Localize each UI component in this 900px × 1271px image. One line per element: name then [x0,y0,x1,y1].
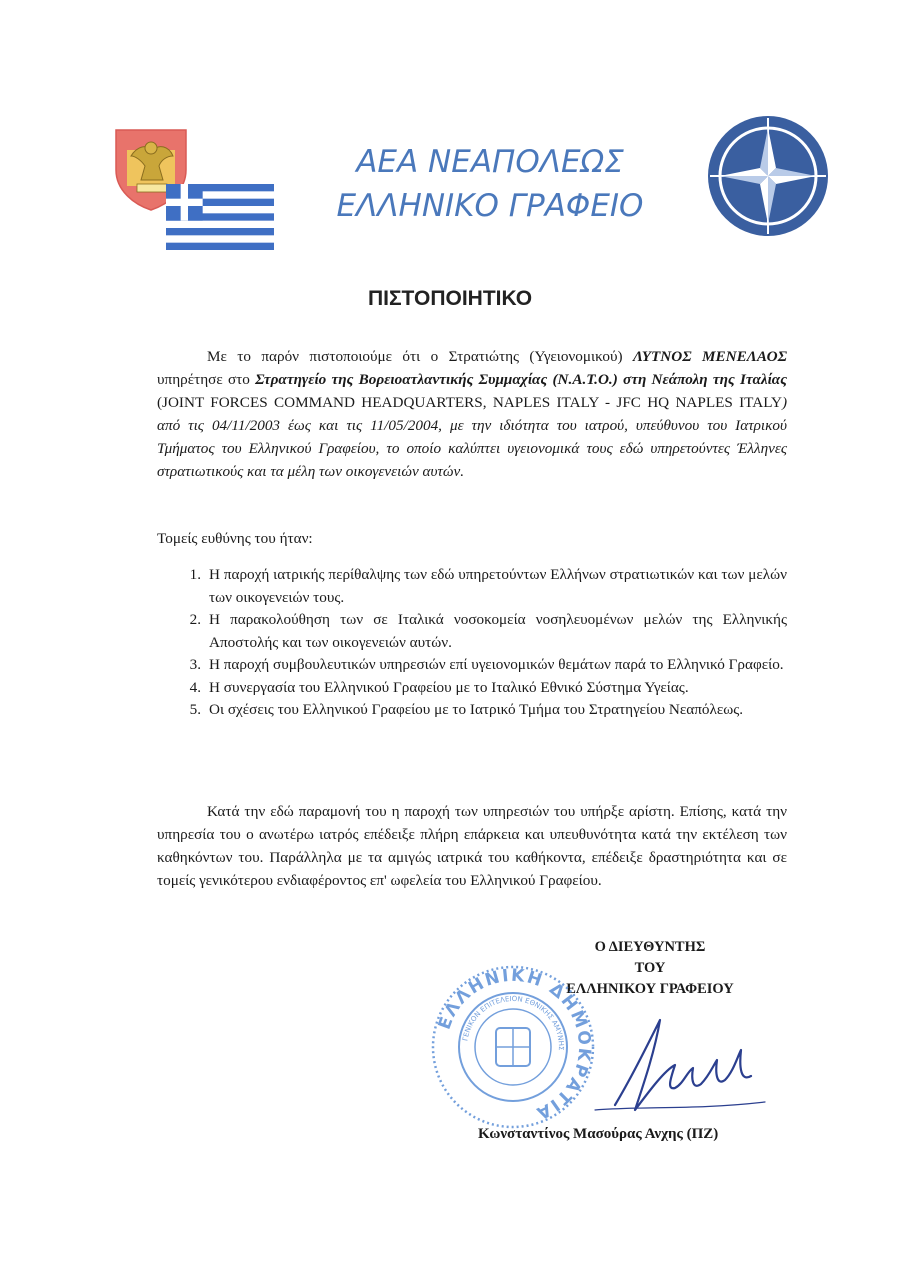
seal-inner-text: ΓΕΝΙΚΟΝ ΕΠΙΤΕΛΕΙΟΝ ΕΘΝΙΚΗΣ ΑΜΥΝΗΣ [461,994,566,1051]
closing-text: Κατά την εδώ παραμονή του η παροχή των υπηρεσιών του υπήρξε αρίστη. Επίσης, κατά την υπηρεσία του ο ανωτέρω ιατρός επέδειξε πλήρη επάρκεια και υπευθυνότητα κατά την εκτέλεση των καθηκόντων του. Παράλληλα με τα αμιγώς ιατρικά του καθήκοντα, επέδειξε δραστηριότητα και σε τομείς γενικότερου ενδιαφέροντος επ' ωφελεία του Ελληνικού Γραφείου. [157,803,787,889]
signature-title-line2: ΤΟΥ [634,960,666,976]
signature-title-line1: Ο ΔΙΕΥΘΥΝΤΗΣ [594,939,706,955]
seal-outer-text: ΕΛΛΗΝΙΚΗ ΔΗΜΟΚΡΑΤΙΑ [434,965,595,1124]
signature [575,1010,775,1120]
list-item: 1. Η παροχή ιατρικής περίθαλψης των εδώ υπηρετούντων Ελλήνων στρατιωτικών και των μελών των οικογενειών τους. [189,566,787,606]
official-seal-icon [428,962,598,1132]
intro-text-2: υπηρέτησε στο [157,371,256,388]
intro-text-1: Με το παρόν πιστοποιούμε ότι ο Στρατιώτης (Υγειονομικού) [207,348,633,365]
list-item: 2. Η παρακολούθηση των σε Ιταλικά νοσοκομεία νοσηλευομένων μελών της Ελληνικής Αποστολής και των οικογενειών αυτών. [189,611,787,651]
signature-title-line3: ΕΛΛΗΝΙΚΟΥ ΓΡΑΦΕΙΟΥ [566,981,734,997]
intro-text-4: ) από τις 04/11/2003 έως και τις 11/05/2004, με την ιδιότητα του ιατρού, υπεύθυνου του Ιατρικού Τμήματος του Ελληνικού Γραφείου, το οποίο καλύπτει υγειονομικά τους εδώ υπηρετούντες Έλληνες στρατιωτικούς και τα μέλη των οικογενειών αυτών. [157,394,787,480]
intro-paragraph [157,345,787,483]
signer-name: Κωνσταντίνος Μασούρας Ανχης (ΠΖ) [478,1126,719,1142]
header-title-line2: ΕΛΛΗΝΙΚΟ ΓΡΑΦΕΙΟ [336,188,644,224]
soldier-name: ΛΥΤΝΟΣ ΜΕΝΕΛΑΟΣ [633,348,787,365]
list-item: 3. Η παροχή συμβουλευτικών υπηρεσιών επί υγειονομικών θεμάτων παρά το Ελληνικό Γραφείο. [189,656,784,673]
header-title-line1: ΑΕΑ ΝΕΑΠΟΛΕΩΣ [356,144,624,180]
nato-compass-icon [706,114,830,238]
responsibilities-list [157,564,787,722]
greek-flag-icon [166,184,274,250]
document-title: ΠΙΣΤΟΠΟΙΗΤΙΚΟ [367,287,533,310]
headquarters-name: Στρατηγείο της Βορειοατλαντικής Συμμαχίας (Ν.Α.Τ.Ο.) στη Νεάπολη της Ιταλίας [255,371,787,388]
responsibilities-label: Τομείς ευθύνης του ήταν: [157,530,313,547]
intro-text-3: (JOINT FORCES COMMAND HEADQUARTERS, NAPLES ITALY - JFC HQ NAPLES ITALY [157,394,782,411]
list-item: 5. Οι σχέσεις του Ελληνικού Γραφείου με το Ιατρικό Τμήμα του Στρατηγείου Νεαπόλεως. [189,701,744,718]
header-title [300,140,680,228]
list-item: 4. Η συνεργασία του Ελληνικού Γραφείου με το Ιταλικό Εθνικό Σύστημα Υγείας. [189,678,689,696]
closing-paragraph [157,800,787,892]
